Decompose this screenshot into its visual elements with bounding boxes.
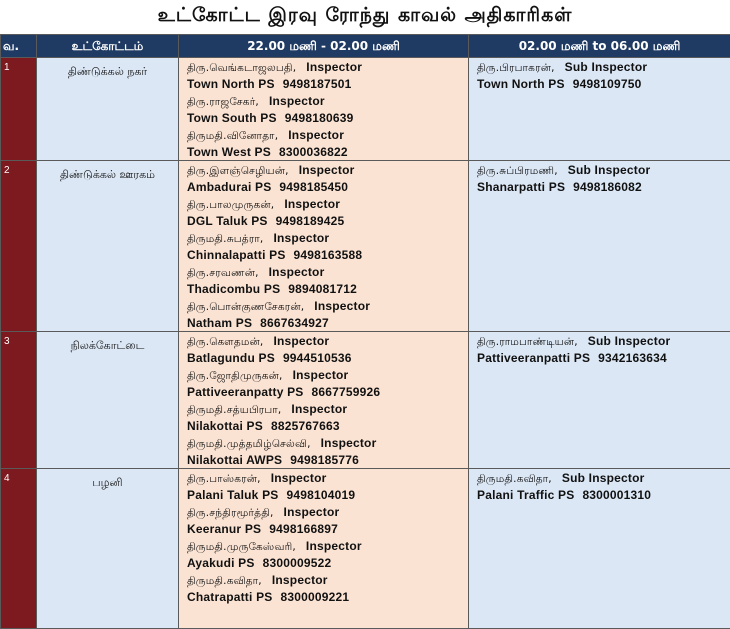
officer-name: திரு.பொன்குணசேகரன், [187, 301, 304, 313]
officer-rank: Inspector [284, 505, 340, 519]
officer-name: திரு.ராமபாண்டியன், [477, 336, 578, 348]
header-sno: வ. [1, 35, 37, 58]
officer-entry [179, 92, 468, 126]
officer-name: திரு.சரவணன், [187, 267, 259, 279]
police-station: Palani Taluk PS [187, 488, 278, 502]
officer-entry [469, 332, 730, 366]
phone-number: 9342163634 [598, 351, 667, 365]
officer-entry [179, 332, 468, 366]
officer-line-1 [477, 60, 724, 77]
officer-line-2 [187, 180, 462, 196]
phone-number: 9498163588 [294, 248, 363, 262]
officer-entry [179, 195, 468, 229]
phone-number: 9498185450 [279, 180, 348, 194]
officer-entry [179, 571, 468, 605]
officer-rank: Inspector [306, 539, 362, 553]
officer-line-2 [187, 111, 462, 127]
phone-number: 8300036822 [279, 145, 348, 159]
police-station: Shanarpatti PS [477, 180, 565, 194]
row-sno: 4 [1, 469, 37, 629]
officer-name: திருமதி.சுபத்ரா, [187, 233, 263, 245]
officer-line-1 [187, 128, 462, 145]
phone-number: 8300001310 [582, 488, 651, 502]
police-station: Nilakottai AWPS [187, 453, 282, 467]
police-station: Chinnalapatti PS [187, 248, 286, 262]
police-station: DGL Taluk PS [187, 214, 268, 228]
officer-line-1 [187, 436, 462, 453]
officer-line-1 [187, 505, 462, 522]
header-shift-1: 22.00 மணி - 02.00 மணி [179, 35, 469, 58]
officer-line-2 [187, 522, 462, 538]
phone-number: 8667634927 [260, 316, 329, 330]
shift-2-officers [469, 332, 730, 469]
officer-name: திருமதி.கவிதா, [477, 473, 552, 485]
officer-entry [469, 161, 730, 195]
officer-rank: Inspector [314, 299, 370, 313]
officer-name: திரு.வெங்கடாஜலபதி, [187, 62, 296, 74]
officer-name: திரு.பாஸ்கரன், [187, 473, 261, 485]
officer-rank: Inspector [288, 128, 344, 142]
officer-rank: Inspector [269, 94, 325, 108]
phone-number: 9498109750 [573, 77, 642, 91]
officer-rank: Inspector [306, 60, 362, 74]
officer-entry [469, 469, 730, 503]
officer-line-1 [477, 334, 724, 351]
officer-rank: Inspector [271, 471, 327, 485]
police-station: Chatrapatti PS [187, 590, 272, 604]
officer-name: திருமதி.கவிதா, [187, 575, 262, 587]
table-row [1, 332, 730, 469]
officer-line-2 [187, 145, 462, 161]
officer-entry [179, 434, 468, 468]
officer-line-1 [187, 94, 462, 111]
officer-rank: Inspector [272, 573, 328, 587]
officer-entry [179, 537, 468, 571]
officer-entry [469, 58, 730, 92]
officer-line-1 [187, 573, 462, 590]
header-row [1, 35, 730, 58]
officer-entry [179, 58, 468, 92]
officer-rank: Sub Inspector [588, 334, 671, 348]
officer-rank: Inspector [284, 197, 340, 211]
table-row [1, 469, 730, 629]
shift-1-officers [179, 58, 469, 161]
officer-entry [179, 229, 468, 263]
officer-line-1 [187, 265, 462, 282]
officer-name: திருமதி.முருகேஸ்வரி, [187, 541, 296, 553]
officer-rank: Inspector [299, 163, 355, 177]
police-station: Town South PS [187, 111, 277, 125]
officer-line-1 [187, 402, 462, 419]
officer-line-2 [187, 453, 462, 469]
officer-line-2 [187, 282, 462, 298]
header-shift-2: 02.00 மணி to 06.00 மணி [469, 35, 730, 58]
officer-rank: Sub Inspector [568, 163, 651, 177]
officer-rank: Sub Inspector [562, 471, 645, 485]
officer-name: திரு.பிரபாகரன், [477, 62, 555, 74]
officer-entry [179, 400, 468, 434]
patrol-officers-table [0, 34, 730, 629]
officer-line-2 [187, 419, 462, 435]
police-station: Keeranur PS [187, 522, 261, 536]
row-subdivision: பழனி [37, 469, 179, 629]
officer-line-1 [187, 231, 462, 248]
officer-name: திரு.ராஜசேகர், [187, 96, 259, 108]
page-title: உட்கோட்ட இரவு ரோந்து காவல் அதிகாரிகள் [0, 0, 730, 34]
officer-name: திரு.பாலமுருகன், [187, 199, 274, 211]
table-row [1, 58, 730, 161]
officer-line-2 [477, 180, 724, 196]
officer-line-2 [477, 351, 724, 367]
officer-line-1 [187, 368, 462, 385]
officer-name: திரு.இளஞ்செழியன், [187, 165, 289, 177]
phone-number: 9894081712 [288, 282, 357, 296]
officer-name: திருமதி.முத்தமிழ்செல்வி, [187, 438, 311, 450]
row-subdivision: நிலக்கோட்டை [37, 332, 179, 469]
shift-1-officers [179, 161, 469, 332]
police-station: Town North PS [477, 77, 565, 91]
officer-line-2 [187, 77, 462, 93]
officer-line-2 [187, 488, 462, 504]
officer-line-2 [187, 590, 462, 606]
officer-entry [179, 503, 468, 537]
phone-number: 9498189425 [276, 214, 345, 228]
officer-line-2 [187, 248, 462, 264]
shift-2-officers [469, 161, 730, 332]
police-station: Ayakudi PS [187, 556, 255, 570]
officer-line-2 [477, 77, 724, 93]
officer-entry [179, 297, 468, 331]
phone-number: 9498180639 [285, 111, 354, 125]
officer-rank: Inspector [293, 368, 349, 382]
row-sno: 1 [1, 58, 37, 161]
police-station: Palani Traffic PS [477, 488, 574, 502]
officer-entry [179, 161, 468, 195]
police-station: Thadicombu PS [187, 282, 280, 296]
row-subdivision: திண்டுக்கல் நகர் [37, 58, 179, 161]
officer-name: திருமதி.சத்யபிரபா, [187, 404, 281, 416]
officer-line-2 [477, 488, 724, 504]
officer-line-1 [187, 197, 462, 214]
officer-line-1 [187, 163, 462, 180]
police-station: Ambadurai PS [187, 180, 271, 194]
phone-number: 9498166897 [269, 522, 338, 536]
shift-1-officers [179, 469, 469, 629]
header-subdivision: உட்கோட்டம் [37, 35, 179, 58]
phone-number: 8300009522 [263, 556, 332, 570]
police-station: Town West PS [187, 145, 271, 159]
phone-number: 8825767663 [271, 419, 340, 433]
police-station: Nilakottai PS [187, 419, 263, 433]
police-station: Pattiveeranpatti PS [477, 351, 590, 365]
phone-number: 9498104019 [286, 488, 355, 502]
officer-line-2 [187, 214, 462, 230]
phone-number: 9498187501 [283, 77, 352, 91]
officer-line-1 [477, 471, 724, 488]
officer-line-2 [187, 556, 462, 572]
officer-rank: Inspector [269, 265, 325, 279]
police-station: Pattiveeranpatty PS [187, 385, 304, 399]
officer-rank: Inspector [291, 402, 347, 416]
officer-line-1 [187, 471, 462, 488]
officer-name: திரு.கௌதமன், [187, 336, 263, 348]
shift-1-officers [179, 332, 469, 469]
police-station: Batlagundu PS [187, 351, 275, 365]
shift-2-officers [469, 58, 730, 161]
phone-number: 9944510536 [283, 351, 352, 365]
phone-number: 9498185776 [290, 453, 359, 467]
officer-name: திரு.ஜோதிமுருகன், [187, 370, 283, 382]
police-station: Natham PS [187, 316, 252, 330]
police-station: Town North PS [187, 77, 275, 91]
officer-line-1 [187, 334, 462, 351]
officer-rank: Sub Inspector [565, 60, 648, 74]
table-row [1, 161, 730, 332]
officer-name: திருமதி.வினோதா, [187, 130, 278, 142]
officer-entry [179, 263, 468, 297]
officer-line-1 [187, 299, 462, 316]
officer-line-1 [187, 60, 462, 77]
officer-rank: Inspector [321, 436, 377, 450]
officer-line-2 [187, 351, 462, 367]
officer-entry [179, 469, 468, 503]
officer-rank: Inspector [273, 231, 329, 245]
officer-rank: Inspector [273, 334, 329, 348]
officer-line-2 [187, 385, 462, 401]
phone-number: 8667759926 [312, 385, 381, 399]
row-sno: 3 [1, 332, 37, 469]
officer-entry [179, 366, 468, 400]
officer-entry [179, 126, 468, 160]
officer-name: திரு.சுப்பிரமணி, [477, 165, 558, 177]
officer-line-1 [187, 539, 462, 556]
shift-2-officers [469, 469, 730, 629]
phone-number: 8300009221 [280, 590, 349, 604]
row-sno: 2 [1, 161, 37, 332]
row-subdivision: திண்டுக்கல் ஊரகம் [37, 161, 179, 332]
officer-line-1 [477, 163, 724, 180]
officer-name: திரு.சந்திரமூர்த்தி, [187, 507, 274, 519]
phone-number: 9498186082 [573, 180, 642, 194]
officer-line-2 [187, 316, 462, 332]
